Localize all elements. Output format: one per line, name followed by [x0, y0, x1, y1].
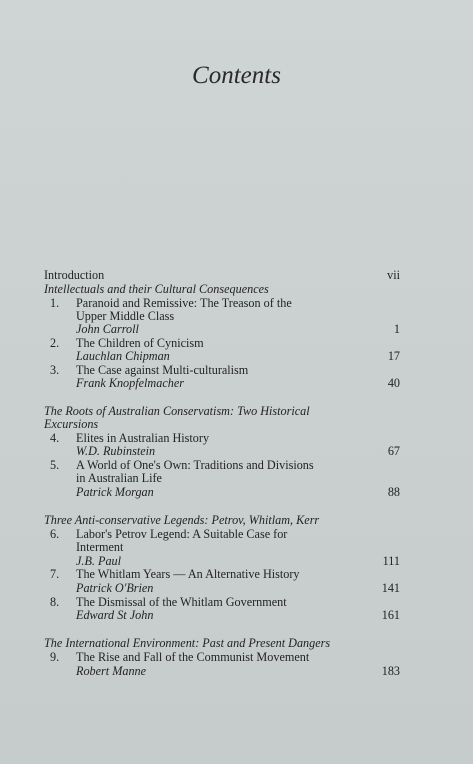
chapter-author: J.B. Paul: [76, 554, 122, 568]
chapter-number: 1.: [50, 296, 60, 310]
chapter-author: Robert Manne: [76, 664, 147, 678]
chapter-number: 5.: [50, 458, 60, 472]
chapter-number: 6.: [50, 527, 60, 541]
chapter-author: John Carroll: [76, 322, 139, 336]
chapter-author: Patrick Morgan: [76, 485, 154, 499]
chapter-page: 88: [387, 485, 400, 499]
chapter-page: 67: [387, 444, 400, 458]
part-heading: Three Anti-conservative Legends: Petrov, Whitlam, Kerr: [44, 513, 320, 527]
chapter-title: Labor's Petrov Legend: A Suitable Case for: [76, 527, 288, 541]
chapter-number: 4.: [50, 431, 60, 445]
chapter-number: 7.: [50, 567, 60, 581]
chapter-number: 3.: [50, 363, 60, 377]
page-title: Contents: [192, 62, 281, 89]
chapter-title: A World of One's Own: Traditions and Divisions: [76, 458, 314, 472]
chapter-page: 183: [381, 664, 400, 678]
chapter-title: The Children of Cynicism: [76, 336, 204, 350]
chapter-page: 141: [381, 581, 400, 595]
chapter-title: Elites in Australian History: [76, 431, 210, 445]
chapter-title: The Whitlam Years — An Alternative History: [76, 567, 300, 581]
intro-label: Introduction: [44, 268, 105, 282]
chapter-title: Upper Middle Class: [76, 309, 175, 323]
chapter-title: The Case against Multi-culturalism: [76, 363, 249, 377]
part-heading: Intellectuals and their Cultural Consequences: [44, 282, 269, 296]
chapter-title: The Dismissal of the Whitlam Government: [76, 595, 287, 609]
chapter-number: 8.: [50, 595, 60, 609]
intro-page: vii: [387, 268, 400, 282]
part-heading: Excursions: [44, 417, 99, 431]
chapter-number: 9.: [50, 650, 60, 664]
chapter-page: 17: [387, 349, 400, 363]
part-heading: The Roots of Australian Conservatism: Two Historical: [44, 404, 310, 418]
chapter-page: 40: [387, 376, 400, 390]
chapter-author: Frank Knopfelmacher: [76, 376, 184, 390]
chapter-title: in Australian Life: [76, 471, 162, 485]
chapter-title: Interment: [76, 540, 124, 554]
chapter-title: The Rise and Fall of the Communist Movement: [76, 650, 310, 664]
chapter-author: Edward St John: [76, 608, 154, 622]
chapter-page: 1: [393, 322, 400, 336]
chapter-author: Patrick O'Brien: [76, 581, 154, 595]
part-heading: The International Environment: Past and Present Dangers: [44, 636, 331, 650]
chapter-author: W.D. Rubinstein: [76, 444, 156, 458]
chapter-number: 2.: [50, 336, 60, 350]
chapter-author: Lauchlan Chipman: [76, 349, 170, 363]
chapter-page: 161: [381, 608, 400, 622]
chapter-title: Paranoid and Remissive: The Treason of the: [76, 296, 292, 310]
chapter-page: 111: [382, 554, 400, 568]
